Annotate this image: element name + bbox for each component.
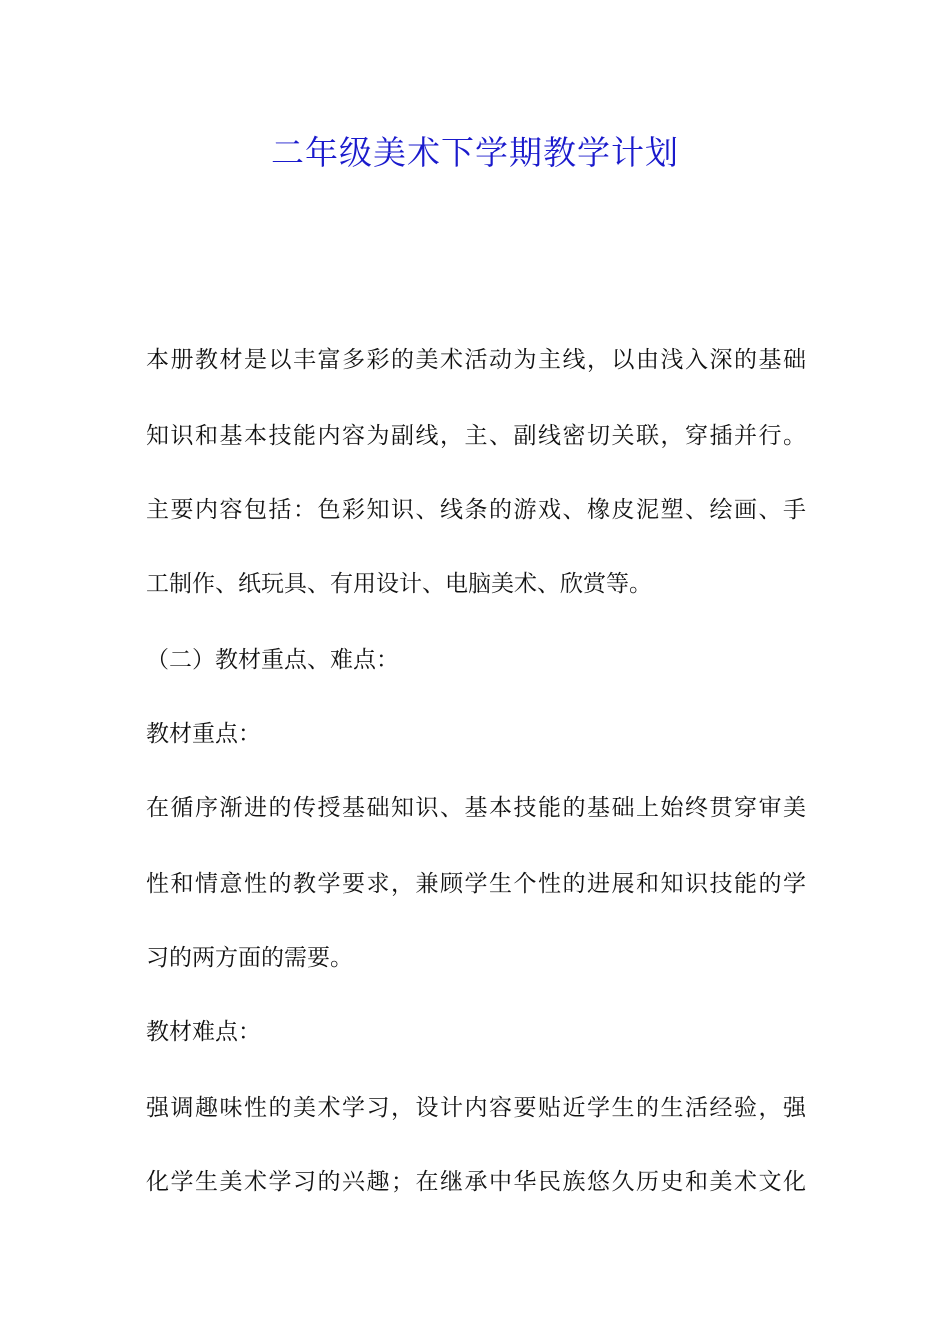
paragraph-line-3: 主要内容包括：色彩知识、线条的游戏、橡皮泥塑、绘画、手 [146, 497, 806, 523]
paragraph-line-11: 强调趣味性的美术学习，设计内容要贴近学生的生活经验，强 [146, 1095, 806, 1121]
subheading-difficult-points: 教材难点： [146, 1019, 261, 1045]
paragraph-line-4: 工制作、纸玩具、有用设计、电脑美术、欣赏等。 [146, 571, 652, 597]
section-heading-key-difficult-points: （二）教材重点、难点： [146, 647, 399, 673]
paragraph-line-8: 性和情意性的教学要求，兼顾学生个性的进展和知识技能的学 [146, 871, 806, 897]
paragraph-line-9: 习的两方面的需要。 [146, 945, 353, 971]
paragraph-line-7: 在循序渐进的传授基础知识、基本技能的基础上始终贯穿审美 [146, 795, 806, 821]
paragraph-line-12: 化学生美术学习的兴趣；在继承中华民族悠久历史和美术文化 [146, 1169, 806, 1195]
subheading-key-points: 教材重点： [146, 721, 261, 747]
document-title: 二年级美术下学期教学计划 [271, 133, 679, 172]
paragraph-line-2: 知识和基本技能内容为副线，主、副线密切关联，穿插并行。 [146, 423, 806, 449]
paragraph-line-1: 本册教材是以丰富多彩的美术活动为主线，以由浅入深的基础 [146, 347, 806, 373]
